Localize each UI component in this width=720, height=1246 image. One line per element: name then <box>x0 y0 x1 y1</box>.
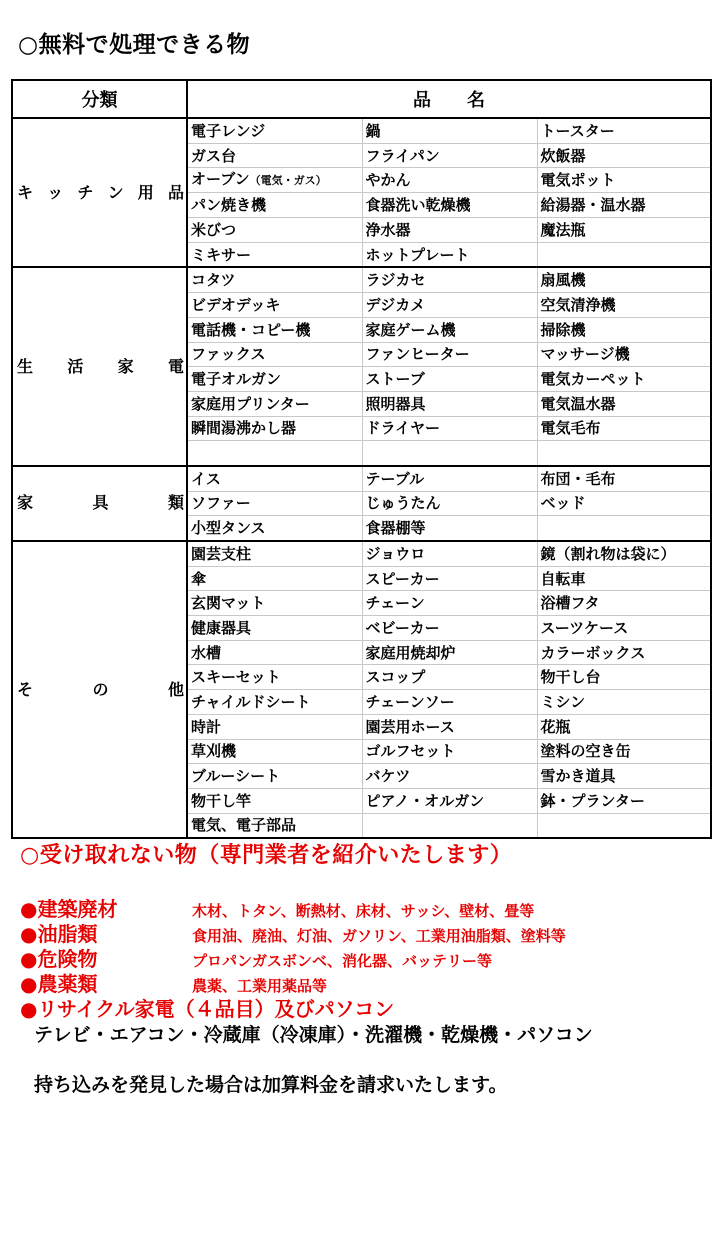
header-category: 分類 <box>12 80 187 118</box>
item-name: ベッド <box>540 494 586 513</box>
item-cell <box>537 616 711 641</box>
item-name: 健康器具 <box>191 618 252 637</box>
item-name: 給湯器・温水器 <box>540 196 646 215</box>
item-cell <box>362 616 537 641</box>
item-name: 鏡（割れ物は袋に） <box>540 544 676 563</box>
item-cell <box>187 218 362 243</box>
reject-label: ●農薬類 <box>20 972 98 996</box>
item-cell <box>362 714 537 739</box>
item-cell <box>187 293 362 318</box>
item-cell <box>187 416 362 441</box>
item-cell <box>362 342 537 367</box>
item-name: 時計 <box>191 717 222 736</box>
item-name: マッサージ機 <box>540 345 630 364</box>
item-cell <box>187 317 362 342</box>
item-cell <box>187 516 362 541</box>
item-name: フライパン <box>365 146 440 165</box>
item-name: ブルーシート <box>191 767 281 786</box>
item-cell <box>187 168 362 193</box>
item-cell <box>187 267 362 292</box>
item-name: 食器洗い乾燥機 <box>365 196 471 215</box>
table-row <box>12 118 711 143</box>
header-items: 品 名 <box>187 80 711 118</box>
item-name: 雪かき道具 <box>540 767 616 786</box>
item-cell <box>187 367 362 392</box>
item-cell <box>187 764 362 789</box>
item-name: 炊飯器 <box>540 146 586 165</box>
item-name: スピーカー <box>365 569 440 588</box>
item-cell <box>537 267 711 292</box>
item-name: 電話機・コピー機 <box>191 320 311 339</box>
item-cell <box>187 193 362 218</box>
item-cell <box>362 242 537 267</box>
category-char: キ <box>17 182 34 202</box>
item-cell <box>362 640 537 665</box>
table-body <box>12 118 711 838</box>
item-name: 米びつ <box>191 220 237 239</box>
item-cell <box>362 690 537 715</box>
item-cell <box>362 143 537 168</box>
item-name: パン焼き機 <box>191 196 267 215</box>
item-cell <box>362 293 537 318</box>
item-cell <box>537 391 711 416</box>
category-char: 具 <box>92 493 109 513</box>
item-name: 電気ポット <box>540 171 616 190</box>
item-name: 家庭用焼却炉 <box>365 643 456 662</box>
item-cell <box>187 690 362 715</box>
item-cell <box>362 739 537 764</box>
item-cell <box>362 665 537 690</box>
item-cell <box>362 416 537 441</box>
item-cell <box>537 293 711 318</box>
rejected-items-title: ○受け取れない物（専門業者を紹介いたします） <box>20 843 513 868</box>
reject-items: 農薬、工業用薬品等 <box>192 977 328 995</box>
item-name: ジョウロ <box>365 544 426 563</box>
item-cell <box>537 690 711 715</box>
category-char: 品 <box>167 182 184 202</box>
item-cell <box>362 813 537 838</box>
surcharge-note: 持ち込みを発見した場合は加算料金を請求いたします。 <box>34 1074 508 1096</box>
item-cell <box>362 391 537 416</box>
item-name: 浴槽フタ <box>540 594 600 613</box>
item-name: 電気カーペット <box>540 370 646 389</box>
item-name: 物干し台 <box>540 668 601 687</box>
item-cell <box>537 317 711 342</box>
item-name: 傘 <box>191 569 207 588</box>
item-cell <box>537 193 711 218</box>
item-name: 園芸支柱 <box>191 544 252 563</box>
item-cell <box>187 391 362 416</box>
item-cell <box>362 566 537 591</box>
item-name: 照明器具 <box>365 394 426 413</box>
item-name: 鉢・プランター <box>540 791 645 810</box>
item-name: ホットプレート <box>365 245 470 264</box>
item-cell <box>537 541 711 566</box>
item-name: 家庭用プリンター <box>191 394 310 413</box>
item-name: イス <box>191 469 221 488</box>
category-char: 電 <box>167 356 184 376</box>
item-cell <box>537 118 711 143</box>
reject-label: ●油脂類 <box>20 922 98 946</box>
item-cell <box>537 168 711 193</box>
item-name: ゴルフセット <box>365 742 456 761</box>
item-name: 扇風機 <box>540 271 586 290</box>
category-char: ッ <box>47 182 64 202</box>
item-cell <box>187 118 362 143</box>
item-cell <box>187 491 362 516</box>
category-char: 他 <box>167 679 184 699</box>
item-name: ビデオデッキ <box>191 295 281 314</box>
item-name: ラジカセ <box>365 271 426 290</box>
item-name: ファンヒーター <box>365 345 470 364</box>
item-name: 浄水器 <box>365 220 411 239</box>
recycle-appliances-list: テレビ・エアコン・冷蔵庫（冷凍庫）・洗濯機・乾燥機・パソコン <box>34 1024 593 1046</box>
item-cell <box>362 118 537 143</box>
free-items-table <box>11 79 712 839</box>
item-name: ドライヤー <box>365 419 441 438</box>
item-cell <box>537 591 711 616</box>
item-cell <box>187 665 362 690</box>
category-char: 活 <box>67 356 84 376</box>
item-name: 小型タンス <box>191 519 266 538</box>
item-name: 魔法瓶 <box>540 220 586 239</box>
reject-items: 食用油、廃油、灯油、ガソリン、工業用油脂類、塗料等 <box>192 927 566 945</box>
item-cell <box>537 466 711 491</box>
oven-type-note: （電気・ガス） <box>249 174 327 188</box>
item-name: スコップ <box>365 668 426 687</box>
item-name: スーツケース <box>540 618 629 637</box>
item-cell <box>187 143 362 168</box>
item-cell <box>187 616 362 641</box>
reject-items: 木材、トタン、断熱材、床材、サッシ、壁材、畳等 <box>192 902 535 920</box>
item-cell <box>537 516 711 541</box>
free-items-title: ○無料で処理できる物 <box>18 32 251 58</box>
item-cell <box>362 788 537 813</box>
item-name: 水槽 <box>191 643 222 662</box>
category-char: 類 <box>167 493 184 513</box>
item-cell <box>187 813 362 838</box>
item-cell <box>537 640 711 665</box>
item-name: 物干し竿 <box>191 791 252 810</box>
category-char: 家 <box>17 493 34 513</box>
item-name: 電子レンジ <box>191 121 266 140</box>
item-cell <box>537 566 711 591</box>
item-cell <box>537 788 711 813</box>
item-cell <box>537 813 711 838</box>
item-cell <box>362 441 537 466</box>
item-name: 玄関マット <box>191 594 266 613</box>
category-char: 生 <box>17 356 34 376</box>
item-name: 自転車 <box>540 569 586 588</box>
item-cell <box>187 739 362 764</box>
item-name: チェーン <box>365 594 425 613</box>
item-cell <box>187 714 362 739</box>
item-name: スキーセット <box>191 668 281 687</box>
item-cell <box>537 143 711 168</box>
item-cell <box>537 714 711 739</box>
item-name: ミキサー <box>191 245 252 264</box>
item-name: デジカメ <box>365 295 426 314</box>
item-name: 花瓶 <box>540 717 571 736</box>
item-cell <box>537 491 711 516</box>
category-cell <box>12 267 187 466</box>
table-row <box>12 466 711 491</box>
item-name: 布団・毛布 <box>540 469 616 488</box>
item-cell <box>362 168 537 193</box>
item-cell <box>362 491 537 516</box>
item-name: ピアノ・オルガン <box>365 791 485 810</box>
item-cell <box>362 218 537 243</box>
item-cell <box>187 342 362 367</box>
item-cell <box>362 317 537 342</box>
item-cell <box>362 367 537 392</box>
item-cell <box>362 466 537 491</box>
item-name: チェーンソー <box>365 692 455 711</box>
item-cell <box>187 788 362 813</box>
item-name: ミシン <box>540 692 586 711</box>
item-name: 園芸用ホース <box>365 717 455 736</box>
item-cell <box>537 764 711 789</box>
item-name: 掃除機 <box>540 320 586 339</box>
category-cell <box>12 466 187 541</box>
item-name: 電気、電子部品 <box>191 816 297 835</box>
item-cell <box>362 193 537 218</box>
item-cell <box>187 441 362 466</box>
item-cell <box>187 640 362 665</box>
table-row <box>12 541 711 566</box>
item-cell <box>362 591 537 616</box>
item-name: 電気毛布 <box>540 419 601 438</box>
item-cell <box>187 591 362 616</box>
item-cell <box>537 441 711 466</box>
category-char: 家 <box>117 356 134 376</box>
item-name: ファックス <box>191 345 266 364</box>
category-char: 用 <box>137 182 154 202</box>
item-cell <box>187 242 362 267</box>
item-name: カラーボックス <box>540 643 646 662</box>
item-name: チャイルドシート <box>191 692 311 711</box>
item-name: 塗料の空き缶 <box>540 742 631 761</box>
item-name: バケツ <box>365 767 411 786</box>
item-name: 鍋 <box>365 121 381 140</box>
item-name: やかん <box>365 171 411 190</box>
category-char: ン <box>107 182 124 202</box>
item-cell <box>362 541 537 566</box>
item-cell <box>362 764 537 789</box>
item-cell <box>537 739 711 764</box>
item-cell <box>537 218 711 243</box>
category-char: の <box>92 679 109 699</box>
item-name: ベビーカー <box>365 618 440 637</box>
item-cell <box>537 342 711 367</box>
item-cell <box>187 541 362 566</box>
item-name: ガス台 <box>191 146 237 165</box>
item-cell <box>537 665 711 690</box>
item-name: 食器棚等 <box>365 519 426 538</box>
recycle-appliances-label: ●リサイクル家電（４品目）及びパソコン <box>20 997 395 1021</box>
item-name: 電子オルガン <box>191 370 282 389</box>
item-name: 瞬間湯沸かし器 <box>191 419 297 438</box>
reject-label: ●建築廃材 <box>20 897 118 921</box>
item-name: 草刈機 <box>191 742 237 761</box>
item-name: オーブン <box>191 170 250 189</box>
item-name: ストーブ <box>365 370 425 389</box>
reject-label: ●危険物 <box>20 947 98 971</box>
item-cell <box>362 516 537 541</box>
item-name: 空気清浄機 <box>540 295 616 314</box>
item-cell <box>537 416 711 441</box>
reject-items: プロパンガスボンベ、消化器、バッテリー等 <box>192 952 493 970</box>
item-cell <box>187 466 362 491</box>
item-cell <box>537 242 711 267</box>
item-cell <box>187 566 362 591</box>
item-name: トースター <box>540 121 615 140</box>
table-header-row <box>12 80 711 118</box>
category-char: そ <box>17 679 34 699</box>
category-char: チ <box>77 182 94 202</box>
category-cell <box>12 118 187 267</box>
item-name: 電気温水器 <box>540 394 616 413</box>
table-row <box>12 267 711 292</box>
item-cell <box>362 267 537 292</box>
item-name: テーブル <box>365 469 425 488</box>
item-name: コタツ <box>191 271 236 290</box>
item-name: じゅうたん <box>365 494 441 513</box>
item-name: ソファー <box>191 494 251 513</box>
category-cell <box>12 541 187 838</box>
item-name: 家庭ゲーム機 <box>365 320 456 339</box>
item-cell <box>537 367 711 392</box>
